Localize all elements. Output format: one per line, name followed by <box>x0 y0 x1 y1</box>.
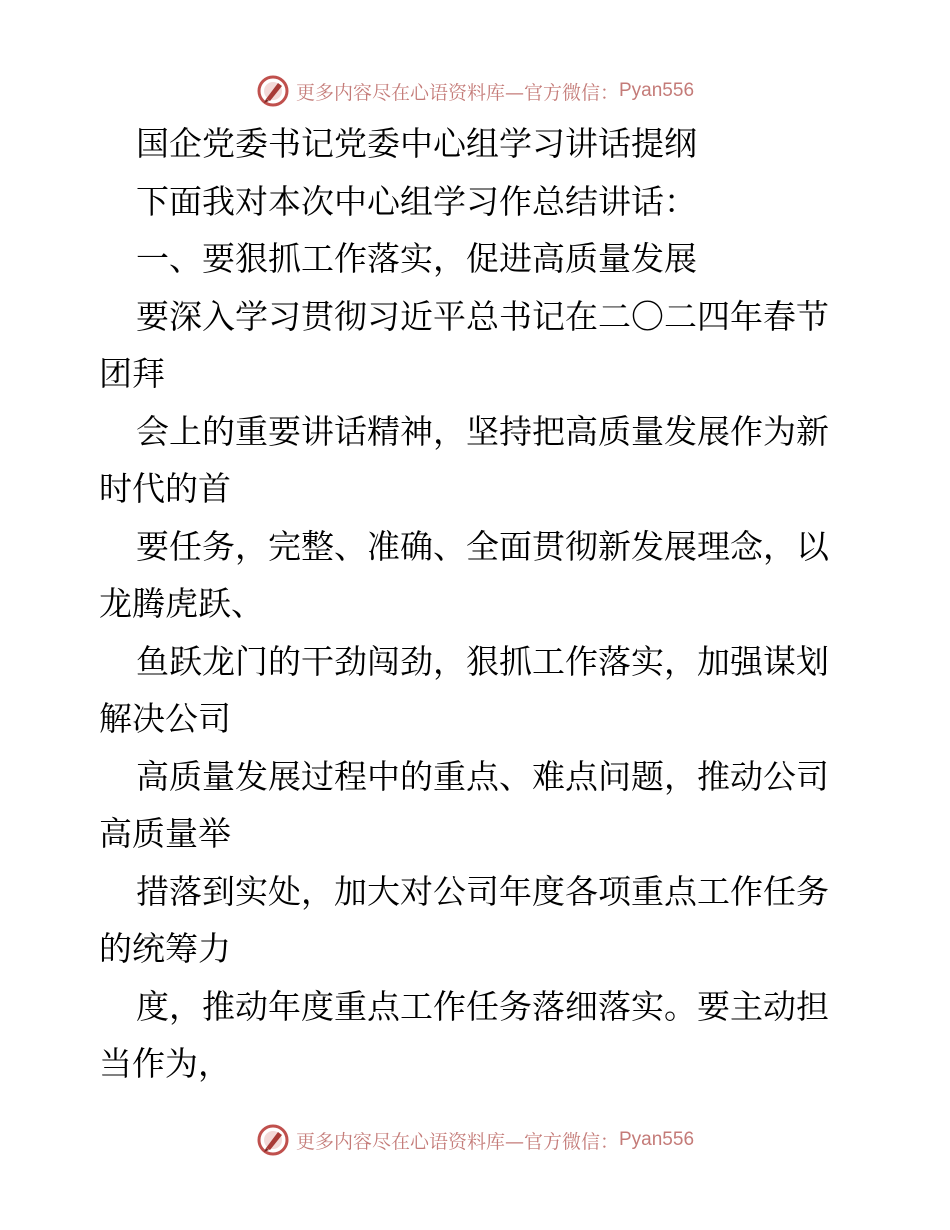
document-title: 国企党委书记党委中心组学习讲话提纲 <box>136 124 697 163</box>
watermark-account: Pyan556 <box>619 80 695 101</box>
paragraph-line: 高质量举 <box>99 814 231 853</box>
watermark-text: 更多内容尽在心语资料库—官方微信： <box>295 81 619 104</box>
paragraph-line: 下面我对本次中心组学习作总结讲话： <box>136 181 697 221</box>
paragraph-line: 要任务，完整、准确、全面贯彻新发展理念，以 <box>136 526 829 566</box>
paragraph-line: 的统筹力 <box>99 929 231 968</box>
paragraph-line: 龙腾虎跃、 <box>99 584 264 623</box>
paragraph-line: 度，推动年度重点工作任务落细落实。要主动担 <box>136 986 829 1026</box>
paragraph-line: 措落到实处，加大对公司年度各项重点工作任务 <box>136 871 829 911</box>
watermark-text: 更多内容尽在心语资料库—官方微信： <box>295 1130 619 1153</box>
pen-nib-seal-icon <box>256 74 290 108</box>
paragraph-line: 当作为， <box>99 1044 231 1083</box>
paragraph-line: 解决公司 <box>99 699 231 738</box>
paragraph-line: 团拜 <box>99 354 165 393</box>
paragraph-line: 时代的首 <box>99 469 231 508</box>
paragraph-line: 要深入学习贯彻习近平总书记在二〇二四年春节 <box>136 296 829 336</box>
pen-nib-seal-icon <box>256 1123 290 1157</box>
watermark-header <box>0 71 950 111</box>
watermark-footer <box>0 1120 950 1160</box>
paragraph-line: 高质量发展过程中的重点、难点问题，推动公司 <box>136 756 829 796</box>
document-body <box>99 115 859 1093</box>
paragraph-line: 鱼跃龙门的干劲闯劲，狠抓工作落实，加强谋划 <box>136 641 829 681</box>
watermark-account: Pyan556 <box>619 1129 695 1150</box>
section-heading: 一、要狠抓工作落实，促进高质量发展 <box>136 239 697 278</box>
paragraph-line: 会上的重要讲话精神，坚持把高质量发展作为新 <box>136 411 829 451</box>
